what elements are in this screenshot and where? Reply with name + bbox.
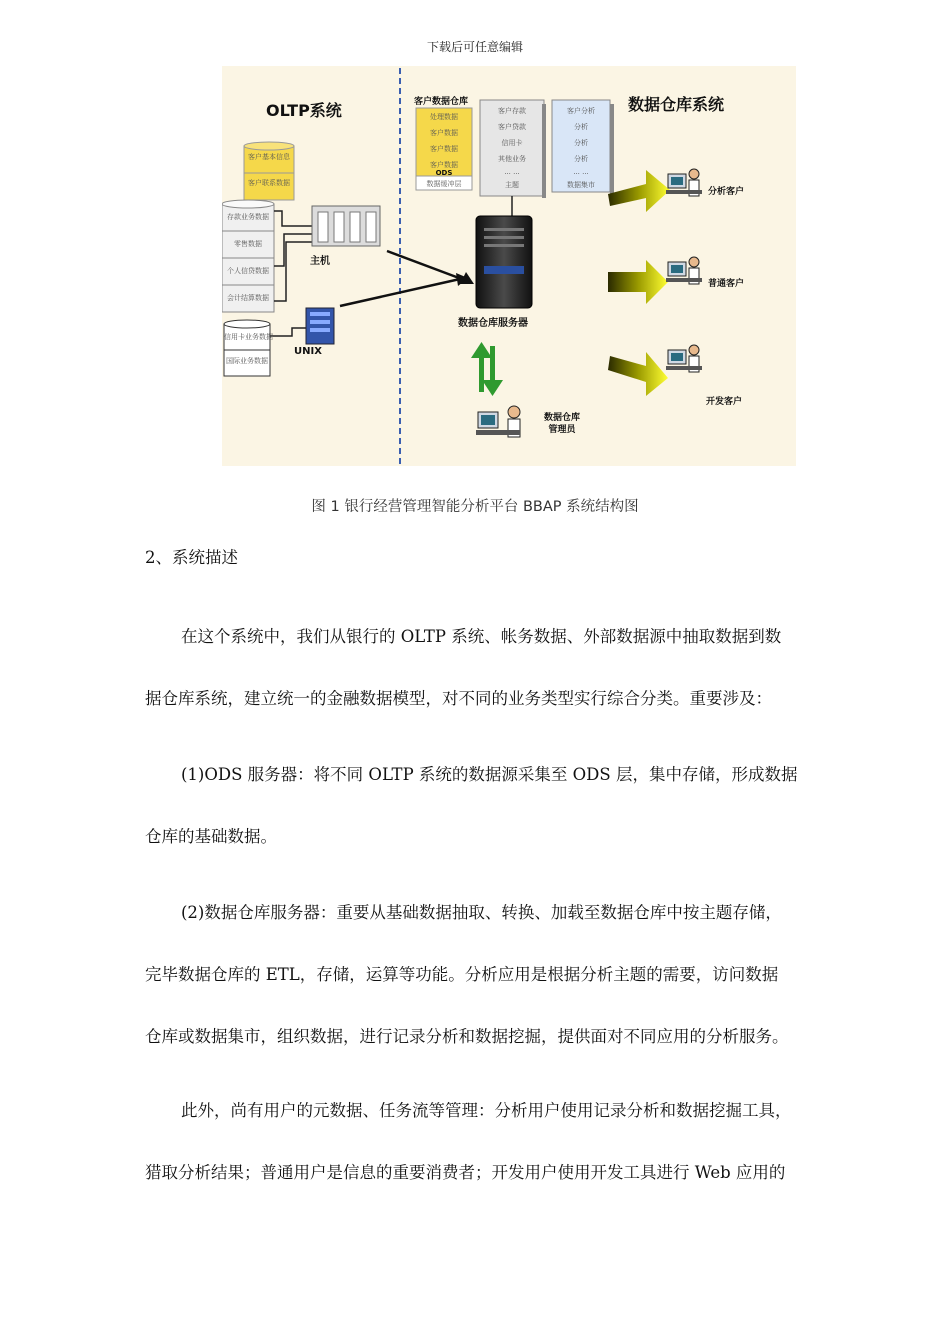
dev-client-label: 开发客户 — [706, 397, 743, 407]
ods-col3-item-2: 分析 — [574, 123, 588, 131]
dw-server-icon — [476, 216, 532, 308]
ods-col1-item-1: 处理数据 — [430, 113, 458, 121]
paragraph-4-line-1: 此外，尚有用户的元数据、任务流等管理：分析用户使用记录分析和数据挖掘工具， — [181, 1101, 792, 1120]
oltp-box-unix-1: 信用卡业务数据 — [224, 333, 273, 341]
ods-col1-item-3: 客户数据 — [430, 145, 458, 153]
ods-col1-footer-2: 数据缓冲层 — [426, 180, 462, 188]
paragraph-3-line-3: 仓库或数据集市，组织数据，进行记录分析和数据挖掘，提供面对不同应用的分析服务。 — [145, 1027, 789, 1046]
dw-admin-label: 数据仓库 管理员 — [544, 413, 581, 435]
oltp-box-unix-2: 国际业务数据 — [226, 357, 268, 365]
paragraph-2-line-2: 仓库的基础数据。 — [145, 827, 277, 846]
sync-arrows-icon — [471, 342, 503, 396]
ods-col1-item-4: 客户数据 — [430, 161, 458, 169]
paragraph-3-line-2: 完毕数据仓库的 ETL，存储，运算等功能。分析应用是根据分析主题的需要，访问数据 — [145, 965, 779, 984]
db-cylinder-yellow — [244, 142, 294, 200]
customer-dw-label: 客户数据仓库 — [414, 97, 469, 107]
oltp-system-title: OLTP系统 — [266, 101, 342, 120]
oltp-box-top-2: 客户联系数据 — [248, 179, 290, 187]
paragraph-4-line-2: 猎取分析结果；普通用户是信息的重要消费者；开发用户使用开发工具进行 Web 应用的 — [145, 1163, 786, 1182]
user-admin-icon — [476, 406, 520, 437]
ods-col2-item-1: 客户存款 — [498, 107, 526, 115]
user-analysis-icon — [666, 169, 702, 196]
normal-client-label: 普通客户 — [708, 279, 745, 289]
arrow-to-analysis — [608, 170, 670, 212]
user-dev-icon — [666, 345, 702, 372]
paragraph-1-line-2: 据仓库系统，建立统一的金融数据模型，对不同的业务类型实行综合分类。重要涉及： — [145, 689, 772, 708]
oltp-box-mid-1: 存款业务数据 — [227, 213, 269, 221]
section-heading: 2、系统描述 — [145, 548, 238, 567]
oltp-box-mid-3: 个人信贷数据 — [227, 267, 269, 275]
user-normal-icon — [666, 257, 702, 284]
page-header: 下载后可任意编辑 — [426, 40, 523, 54]
arrow-to-dev — [608, 352, 668, 396]
architecture-figure — [222, 66, 796, 466]
ods-col3-item-1: 客户分析 — [567, 107, 595, 115]
paragraph-2-line-1: (1)ODS 服务器：将不同 OLTP 系统的数据源采集至 ODS 层，集中存储，形成数据 — [181, 765, 798, 784]
ods-col2-item-2: 客户贷款 — [498, 123, 526, 131]
mainframe-icon — [312, 206, 380, 246]
ods-col2-item-4: 其他业务 — [498, 155, 526, 163]
db-cylinder-unix — [224, 320, 273, 376]
oltp-box-mid-4: 会计结算数据 — [227, 294, 269, 302]
paragraph-3-line-1: (2)数据仓库服务器：重要从基础数据抽取、转换、加载至数据仓库中按主题存储， — [181, 903, 782, 922]
ods-col3-item-5: ... ... — [573, 168, 589, 176]
unix-label: UNIX — [294, 346, 322, 357]
arrow-to-normal — [608, 260, 668, 304]
paragraph-1-line-1: 在这个系统中，我们从银行的 OLTP 系统、帐务数据、外部数据源中抽取数据到数 — [181, 627, 782, 646]
ods-col1-item-2: 客户数据 — [430, 129, 458, 137]
dw-system-title: 数据仓库系统 — [628, 95, 725, 114]
analysis-client-label: 分析客户 — [708, 187, 745, 197]
ods-col3-footer: 数据集市 — [567, 181, 595, 189]
ods-col3-item-4: 分析 — [574, 155, 588, 163]
ods-col3-item-3: 分析 — [574, 139, 588, 147]
dw-server-label: 数据仓库服务器 — [458, 318, 528, 329]
mainframe-label: 主机 — [310, 256, 330, 267]
unix-server-icon — [306, 308, 334, 344]
ods-col2-footer: 主题 — [505, 181, 519, 189]
ods-col2-item-3: 信用卡 — [501, 139, 523, 147]
oltp-box-mid-2: 零售数据 — [234, 240, 262, 248]
figure-caption: 图 1 银行经营管理智能分析平台 BBAP 系统结构图 — [311, 499, 639, 515]
oltp-box-top-1: 客户基本信息 — [248, 153, 290, 161]
ods-col2-item-5: ... ... — [504, 168, 520, 176]
ods-col1-footer-1: ODS — [435, 169, 453, 177]
